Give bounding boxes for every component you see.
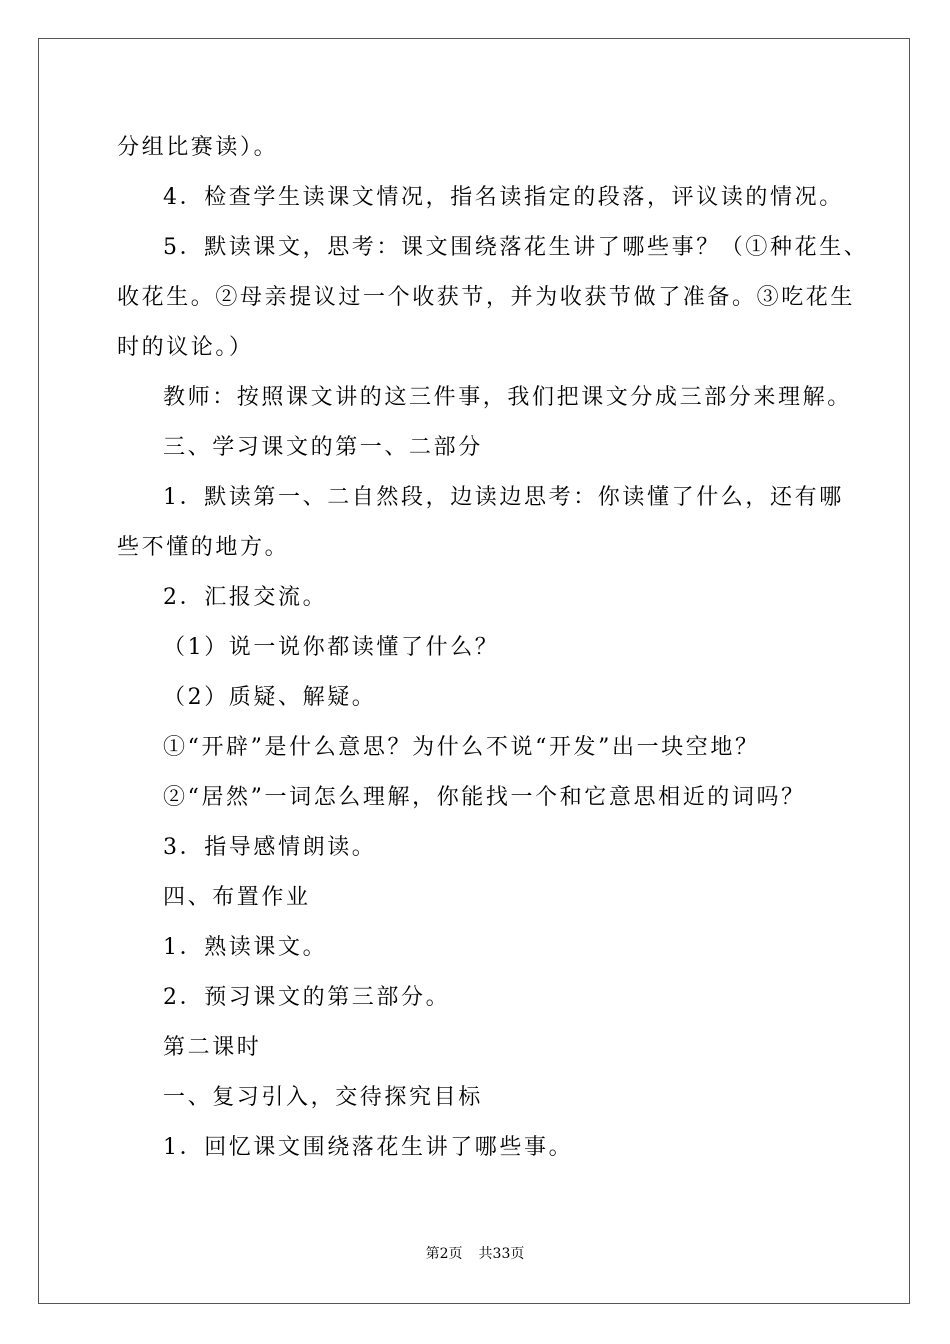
text-line: （2）质疑、解疑。 xyxy=(163,685,377,710)
text-line: 些不懂的地方。 xyxy=(117,535,290,560)
text-line: 2．预习课文的第三部分。 xyxy=(163,985,451,1010)
text-line: ①“开辟”是什么意思？为什么不说“开发”出一块空地？ xyxy=(163,735,760,760)
page-total: 共33页 xyxy=(478,1246,525,1262)
text-line: 收花生。②母亲提议过一个收获节，并为收获节做了准备。③吃花生 xyxy=(117,285,856,310)
section-heading: 一、复习引入，交待探究目标 xyxy=(163,1085,483,1110)
text-line: 2．汇报交流。 xyxy=(163,585,328,610)
text-line: 4．检查学生读课文情况，指名读指定的段落，评议读的情况。 xyxy=(163,185,844,210)
page-number: 第2页 xyxy=(425,1246,463,1262)
section-heading: 四、布置作业 xyxy=(163,885,311,910)
page-border xyxy=(38,38,910,1304)
text-line: 分组比赛读）。 xyxy=(117,135,279,160)
text-line: ②“居然”一词怎么理解，你能找一个和它意思相近的词吗？ xyxy=(163,785,806,810)
text-line: 1．回忆课文围绕落花生讲了哪些事。 xyxy=(163,1135,574,1160)
text-line: 5．默读课文，思考：课文围绕落花生讲了哪些事？（①种花生、 xyxy=(163,235,869,260)
text-line: 1．熟读课文。 xyxy=(163,935,328,960)
section-heading: 第二课时 xyxy=(163,1035,262,1060)
page-footer xyxy=(0,1244,950,1264)
text-line: 教师：按照课文讲的这三件事，我们把课文分成三部分来理解。 xyxy=(163,385,852,410)
text-line: 3．指导感情朗读。 xyxy=(163,835,377,860)
section-heading: 三、学习课文的第一、二部分 xyxy=(163,435,483,460)
text-line: （1）说一说你都读懂了什么？ xyxy=(163,635,500,660)
text-line: 时的议论。） xyxy=(117,335,254,360)
text-line: 1．默读第一、二自然段，边读边思考：你读懂了什么，还有哪 xyxy=(163,485,844,510)
